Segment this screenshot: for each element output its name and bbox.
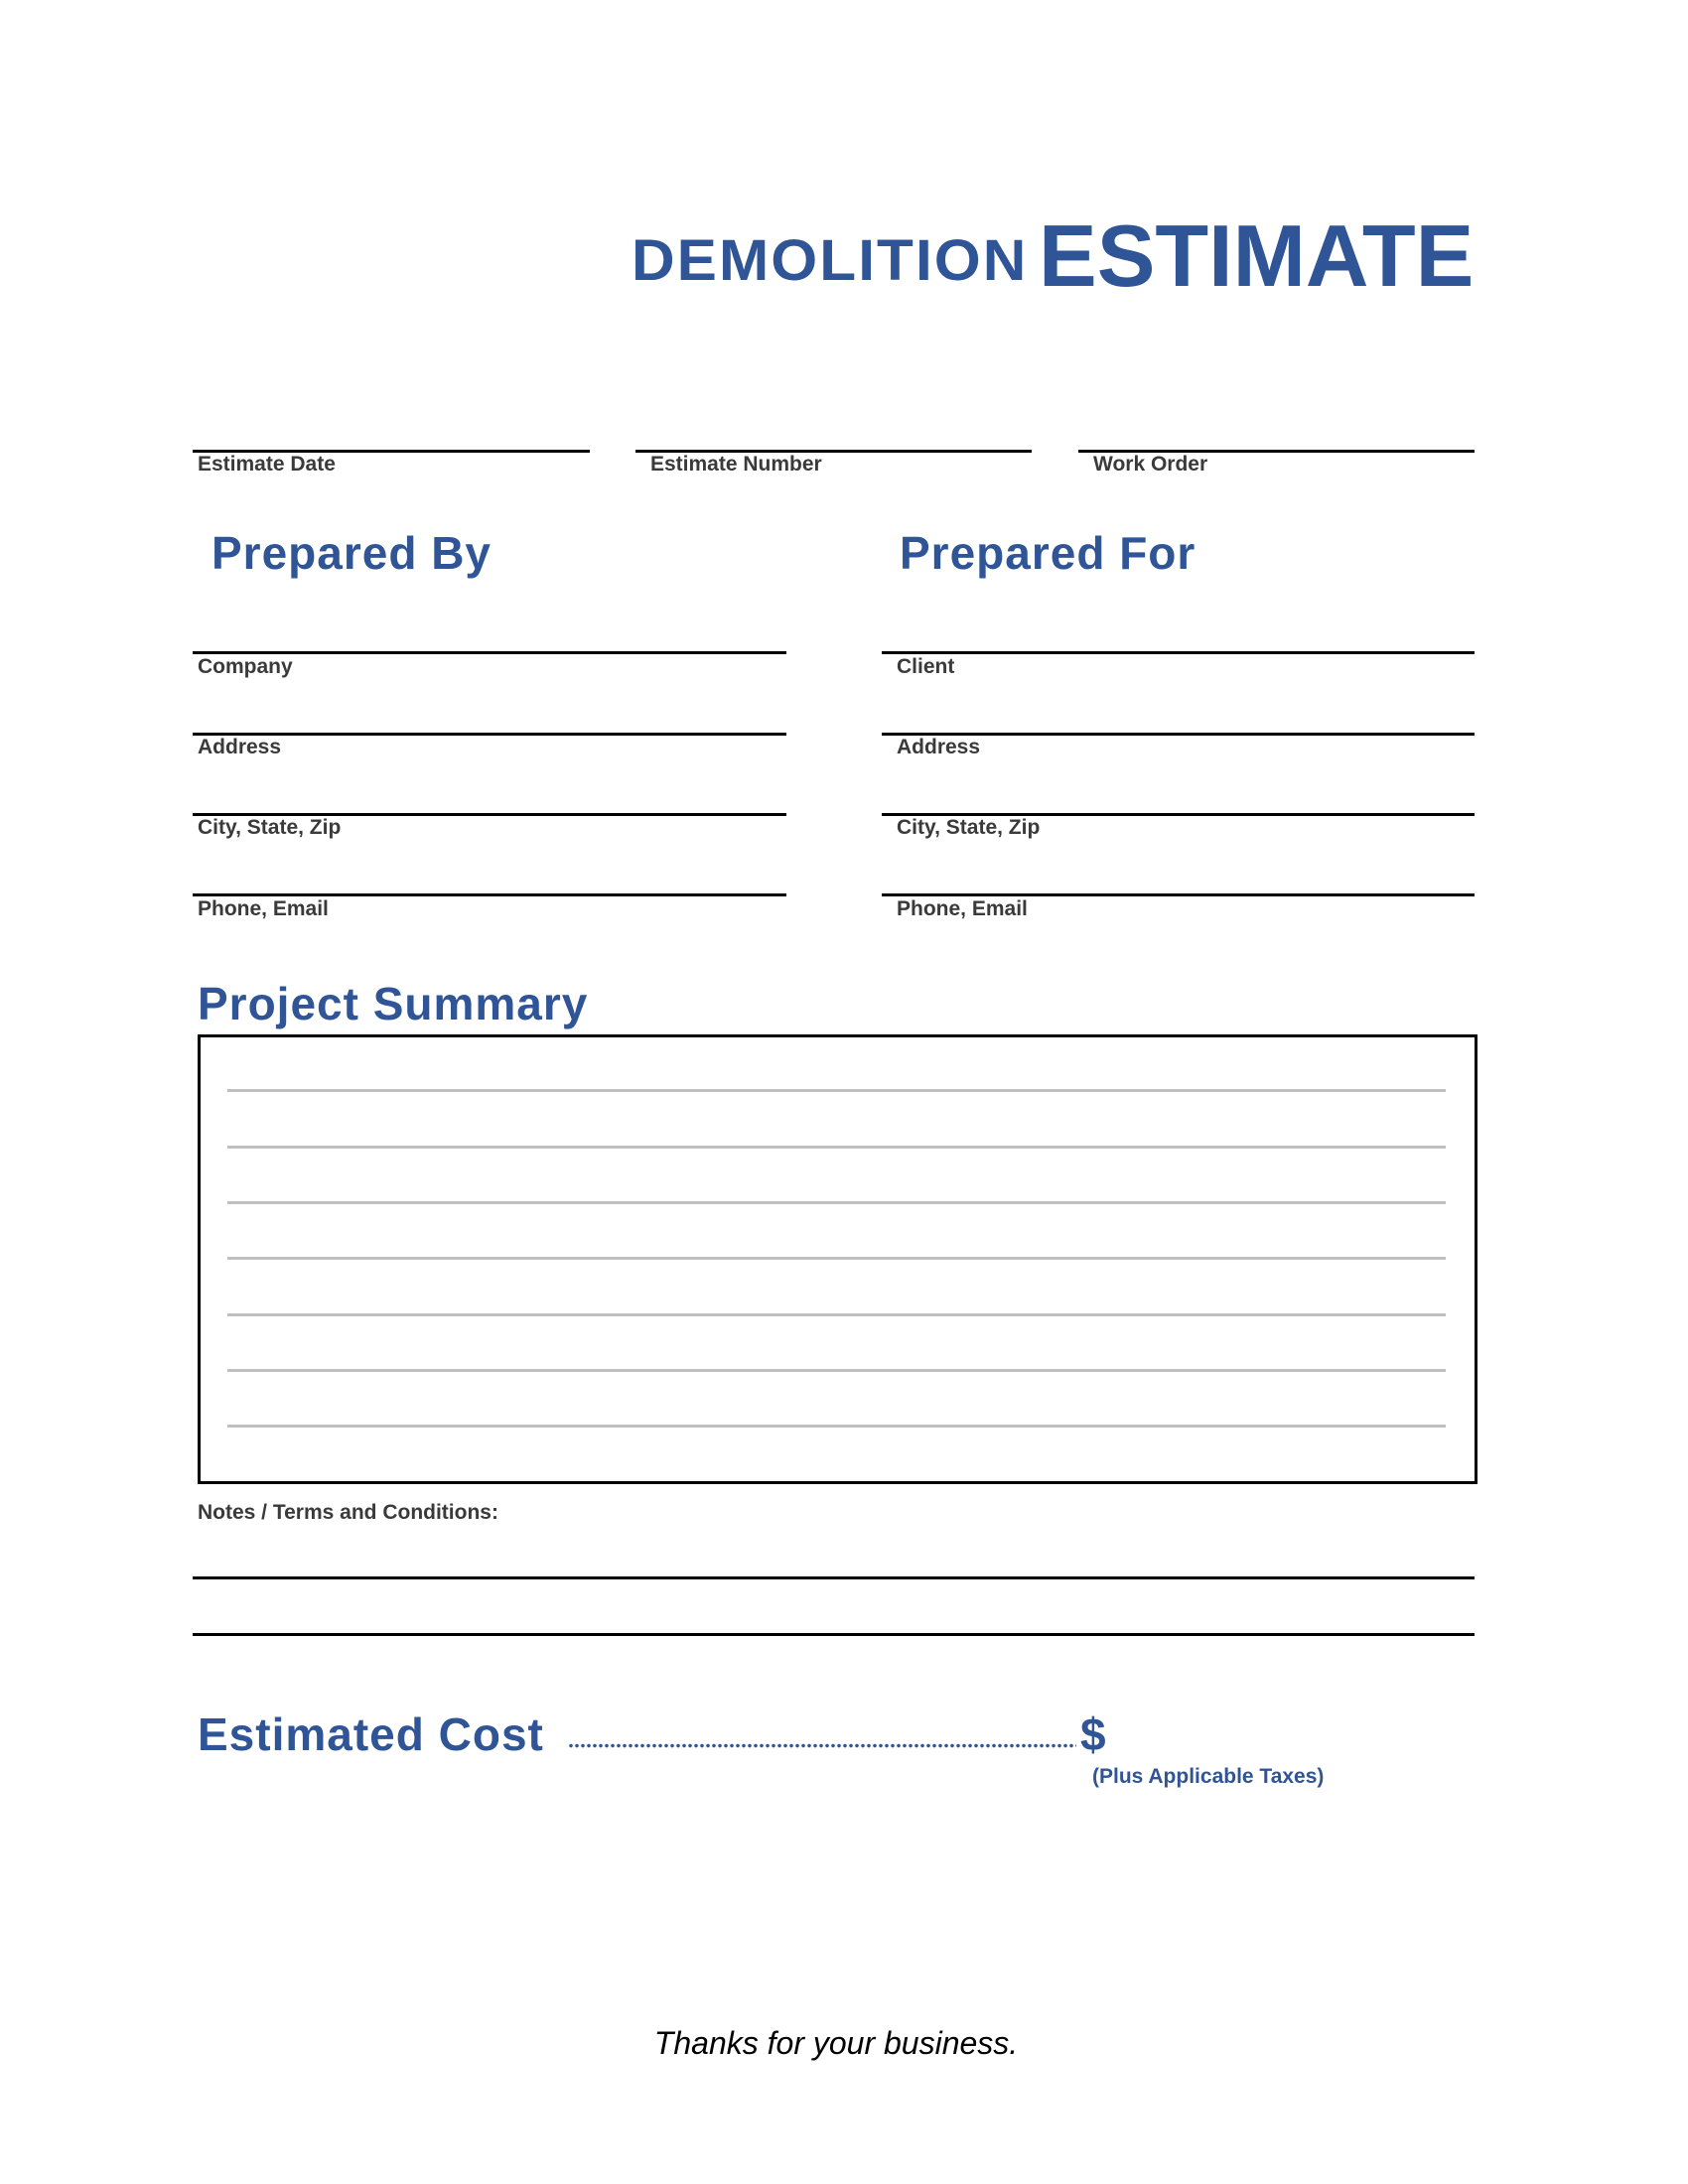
estimate-number-label: Estimate Number xyxy=(650,453,822,476)
title-prefix: DEMOLITION xyxy=(632,228,1029,293)
work-order-label: Work Order xyxy=(1093,453,1208,476)
thanks-message: Thanks for your business. xyxy=(653,2025,1019,2061)
project-summary-heading: Project Summary xyxy=(198,978,589,1029)
summary-line xyxy=(227,1089,1446,1092)
by-phone-email-label: Phone, Email xyxy=(198,897,329,920)
for-phone-email-label: Phone, Email xyxy=(897,897,1028,920)
company-label: Company xyxy=(198,655,293,678)
dot-leader xyxy=(568,1743,1076,1748)
by-address-label: Address xyxy=(198,736,282,758)
estimate-date-label: Estimate Date xyxy=(198,453,336,476)
notes-line-2[interactable] xyxy=(193,1633,1475,1636)
company-field[interactable] xyxy=(193,651,786,654)
for-city-state-zip-label: City, State, Zip xyxy=(897,816,1041,839)
estimated-cost-label: Estimated Cost xyxy=(198,1708,544,1760)
prepared-by-heading: Prepared By xyxy=(211,527,492,579)
page-title: ESTIMATE xyxy=(1039,206,1475,305)
currency-symbol: $ xyxy=(1080,1708,1106,1760)
by-address-field[interactable] xyxy=(193,733,786,736)
summary-line xyxy=(227,1425,1446,1428)
by-phone-email-field[interactable] xyxy=(193,893,786,896)
client-field[interactable] xyxy=(882,651,1475,654)
summary-line xyxy=(227,1369,1446,1372)
summary-line xyxy=(227,1201,1446,1204)
summary-line xyxy=(227,1146,1446,1149)
notes-label: Notes / Terms and Conditions: xyxy=(198,1501,498,1524)
taxes-note: (Plus Applicable Taxes) xyxy=(1092,1765,1325,1788)
summary-line xyxy=(227,1313,1446,1316)
summary-line xyxy=(227,1257,1446,1260)
notes-line-1[interactable] xyxy=(193,1576,1475,1579)
for-address-label: Address xyxy=(897,736,981,758)
prepared-for-heading: Prepared For xyxy=(900,527,1196,579)
for-phone-email-field[interactable] xyxy=(882,893,1475,896)
client-label: Client xyxy=(897,655,955,678)
by-city-state-zip-label: City, State, Zip xyxy=(198,816,342,839)
